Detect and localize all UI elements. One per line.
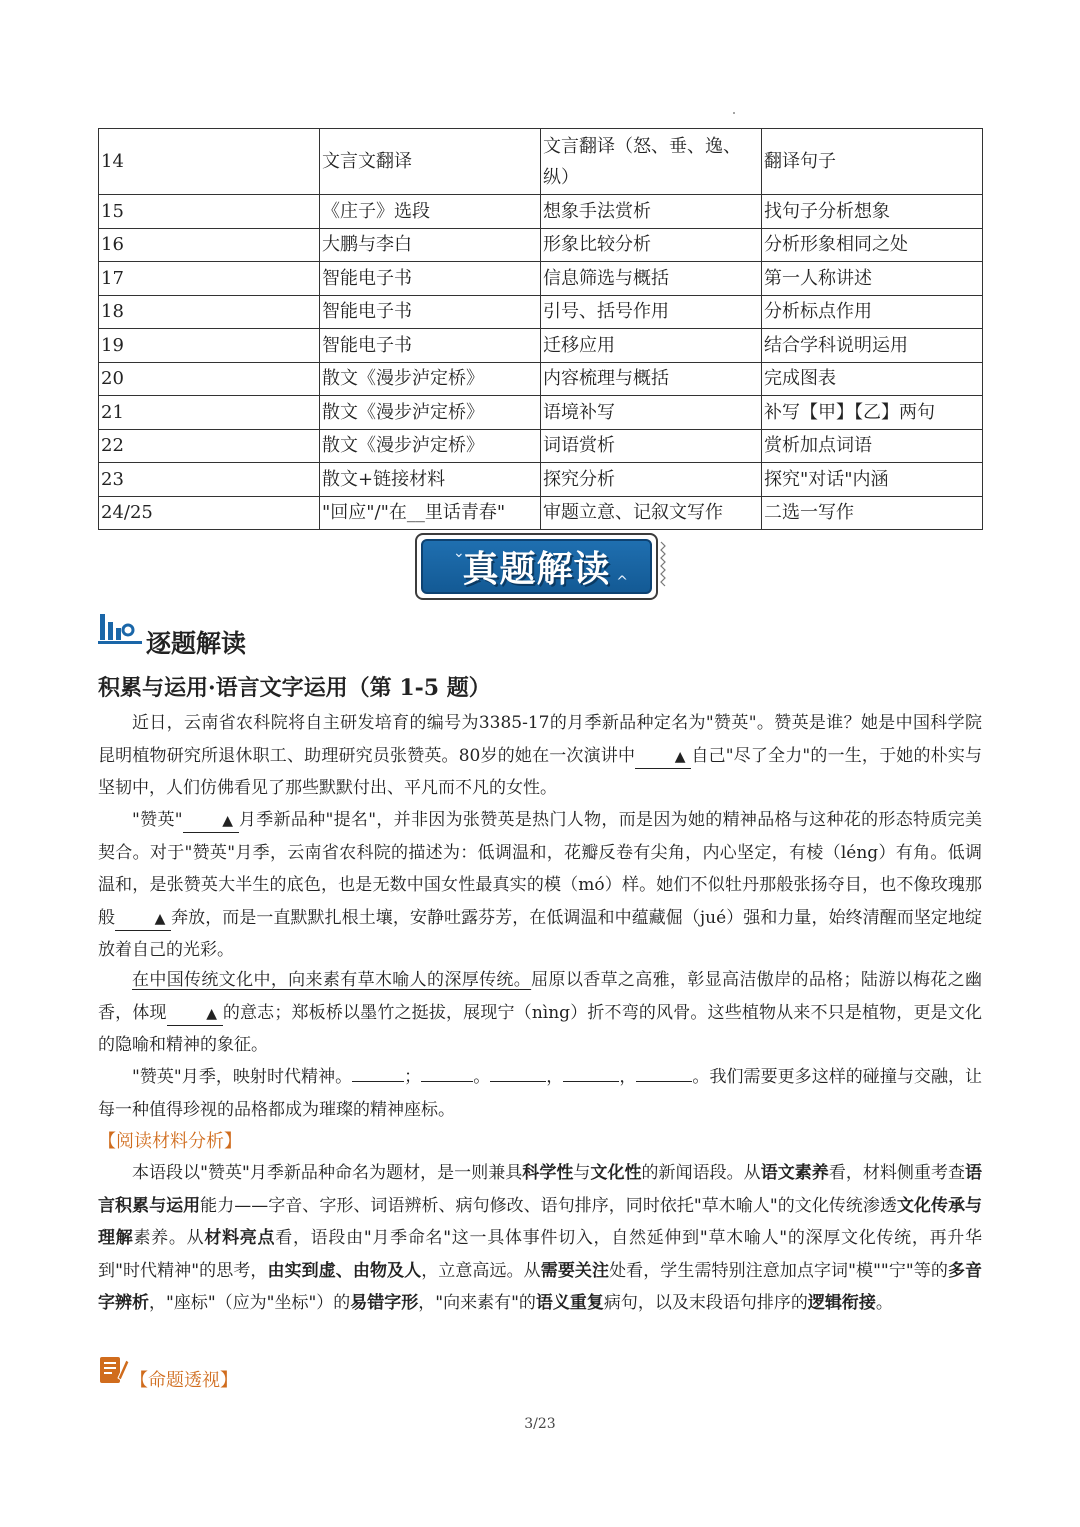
table-cell: 探究"对话"内涵 (762, 463, 983, 497)
table-cell: 形象比较分析 (541, 228, 762, 262)
table-cell: 信息筛选与概括 (541, 262, 762, 296)
passage-text: "赞英" (132, 810, 183, 830)
table-row (99, 195, 983, 229)
table-row (99, 496, 983, 530)
banner-chevron-icon: ⌄ (453, 545, 465, 561)
analysis-text: 处看，学生需特别注意加点字词"模""宁"等的 (609, 1260, 948, 1281)
analysis-bold: 由实到虚、由物及人 (267, 1260, 422, 1281)
passage-paragraph-1 (98, 707, 982, 805)
banner-wave-icon (658, 540, 668, 590)
section-heading: 积累与运用·语言文字运用（第 1-5 题） (98, 675, 491, 701)
table-row (99, 228, 983, 262)
punct: ， (546, 1067, 564, 1087)
analysis-text: 与 (573, 1163, 591, 1183)
passage-text: 奔放，而是一直默默扎根土壤，安静吐露芬芳，在低调温和中蕴藏倔（jué）强和力量，始终清醒而坚定地绽放着自己的光彩。 (98, 907, 983, 960)
table-cell: 19 (99, 329, 320, 363)
banner-title: 真题解读 (462, 549, 611, 590)
passage-text: 的意志；郑板桥以墨竹之挺拔，展现宁（nìng）折不弯的风骨。这些植物从来不只是植物，更是文化的隐喻和精神的象征。 (98, 1002, 983, 1055)
question-summary-table (98, 128, 983, 530)
analysis-text: 看，语段由"月季命名"这一具体事件切入，自然延伸到"草木喻人"的深厚文化传统，再升华到"时代精神"的思考， (98, 1228, 983, 1281)
analysis-bold: 语言积累与运用 (98, 1163, 983, 1216)
table-cell: 文言翻译（怒、垂、逸、纵） (541, 129, 762, 195)
bar-chart-icon (98, 608, 144, 646)
blank-marker: ▲ (222, 813, 233, 829)
blank-marker: ▲ (674, 748, 686, 765)
analysis-text: 的新闻语段。从 (641, 1163, 761, 1183)
table-cell: 21 (99, 396, 320, 430)
passage-text: 月季新品种"提名"，并非因为张赞英是热门人物，而是因为她的精神品格与这种花的形态特质完美契合。对于"赞英"月季，云南省农科院的描述为：低调温和，花瓣反卷有尖角，内心坚定，有棱（léng）有角。低调温和，是张赞英大半生的底色，也是无数中国女性最真实的模（mó）样。她们不似牡丹那般张扬夺目，也不像玫瑰那般 (98, 810, 982, 928)
analysis-bold: 文化传承与理解 (98, 1195, 983, 1248)
analysis-text: 病句，以及末段语句排序的 (603, 1293, 808, 1313)
blank-3 (115, 907, 171, 931)
blank-8 (563, 1081, 619, 1082)
blank-6 (421, 1081, 473, 1082)
analysis-bold: 语文素养 (760, 1163, 829, 1183)
analysis-text: ，立意高远。从 (421, 1260, 541, 1281)
notepad-pencil-icon (98, 1352, 130, 1386)
blank-1 (635, 745, 691, 769)
table-cell: 赏析加点词语 (762, 429, 983, 463)
banner-caret-icon: ^ (616, 574, 628, 590)
table-cell: 分析形象相同之处 (762, 228, 983, 262)
table-cell: 结合学科说明运用 (762, 329, 983, 363)
table-row (99, 295, 983, 329)
table-cell: 探究分析 (541, 463, 762, 497)
blank-4 (167, 1002, 223, 1026)
analysis-bold: 科学性 (522, 1163, 574, 1183)
table-cell: 补写【甲】【乙】两句 (762, 396, 983, 430)
table-cell: 散文《漫步泸定桥》 (320, 429, 541, 463)
passage-paragraph-4 (98, 1061, 982, 1126)
table-cell: 翻译句子 (762, 129, 983, 195)
table-cell: 14 (99, 129, 320, 195)
table-cell: 15 (99, 195, 320, 229)
mingti-label: 【命题透视】 (130, 1370, 238, 1391)
table-row (99, 463, 983, 497)
table-cell: 迁移应用 (541, 329, 762, 363)
punct: ， (619, 1067, 637, 1087)
table-row (99, 262, 983, 296)
table-cell: 大鹏与李白 (320, 228, 541, 262)
table-row (99, 429, 983, 463)
passage-paragraph-3 (98, 964, 982, 1062)
punct: 。 (692, 1067, 710, 1087)
table-cell: 文言文翻译 (320, 129, 541, 195)
section-title: 逐题解读 (146, 629, 247, 658)
analysis-bold: 文化性 (590, 1163, 642, 1183)
analysis-bold: 材料亮点 (204, 1228, 276, 1248)
table-cell: 分析标点作用 (762, 295, 983, 329)
passage-paragraph-2 (98, 804, 982, 967)
table-cell: 散文+链接材料 (320, 463, 541, 497)
table-row (99, 396, 983, 430)
table-cell: 《庄子》选段 (320, 195, 541, 229)
blank-9 (636, 1081, 692, 1082)
scan-dot (733, 112, 735, 114)
table-row (99, 329, 983, 363)
analysis-label: 【阅读材料分析】 (98, 1131, 242, 1152)
table-cell: 词语赏析 (541, 429, 762, 463)
blank-7 (490, 1081, 546, 1082)
underlined-sentence: 在中国传统文化中，向来素有草木喻人的深厚传统。 (132, 970, 532, 990)
table-cell: 智能电子书 (320, 329, 541, 363)
table-cell: 23 (99, 463, 320, 497)
blank-2 (183, 809, 239, 833)
analysis-text: ，"向来素有"的 (418, 1293, 536, 1313)
table-cell: 24/25 (99, 496, 320, 530)
table-cell: 找句子分析想象 (762, 195, 983, 229)
table-cell: 20 (99, 362, 320, 396)
analysis-bold: 多音字辨析 (98, 1260, 983, 1313)
table-cell: "回应"/"在__里话青春" (320, 496, 541, 530)
analysis-bold: 易错字形 (350, 1293, 419, 1313)
passage-text: 屈原以香草之高雅，彰显高洁傲岸的品格；陆游以梅花之幽香，体现 (98, 970, 983, 1023)
table-cell: 二选一写作 (762, 496, 983, 530)
table-cell: 22 (99, 429, 320, 463)
passage-text: 自己"尽了全力"的一生，于她的朴实与坚韧中，人们仿佛看见了那些默默付出、平凡而不凡的女性。 (98, 745, 982, 798)
passage-text: 我们需要更多这样的碰撞与交融，让每一种值得珍视的品格都成为璀璨的精神座标。 (98, 1067, 983, 1120)
table-cell: 智能电子书 (320, 262, 541, 296)
analysis-bold: 需要关注 (540, 1260, 610, 1281)
table-cell: 第一人称讲述 (762, 262, 983, 296)
blank-5 (352, 1081, 404, 1082)
table-row (99, 129, 983, 195)
table-cell: 17 (99, 262, 320, 296)
table-cell: 引号、括号作用 (541, 295, 762, 329)
blank-marker: ▲ (206, 1005, 218, 1022)
analysis-text: 本语段以"赞英"月季新品种命名为题材，是一则兼具 (132, 1163, 523, 1183)
table-cell: 审题立意、记叙文写作 (541, 496, 762, 530)
punct: ； (404, 1067, 422, 1087)
analysis-text: 。 (875, 1293, 893, 1313)
analysis-text: 看，材料侧重考查 (828, 1163, 966, 1183)
table-cell: 散文《漫步泸定桥》 (320, 396, 541, 430)
analysis-text: 素养。从 (133, 1228, 205, 1248)
analysis-text: 能力——字音、字形、词语辨析、病句修改、语句排序，同时依托"草木喻人"的文化传统渗透 (200, 1195, 897, 1216)
punct: 。 (473, 1067, 491, 1087)
blank-marker: ▲ (154, 910, 166, 927)
table-cell: 智能电子书 (320, 295, 541, 329)
passage-text: 近日，云南省农科院将自主研发培育的编号为3385-17的月季新品种定名为"赞英"。赞英是谁？她是中国科学院昆明植物研究所退休职工、助理研究员张赞英。80岁的她在一次演讲中 (98, 713, 982, 766)
passage-text: "赞英"月季，映射时代精神。 (132, 1067, 353, 1087)
analysis-paragraph (98, 1157, 982, 1320)
table-cell: 想象手法赏析 (541, 195, 762, 229)
table-cell: 散文《漫步泸定桥》 (320, 362, 541, 396)
table-cell: 内容梳理与概括 (541, 362, 762, 396)
table-cell: 完成图表 (762, 362, 983, 396)
table-cell: 16 (99, 228, 320, 262)
page-number: 3/23 (524, 1416, 556, 1432)
analysis-bold: 逻辑衔接 (807, 1293, 876, 1313)
table-cell: 18 (99, 295, 320, 329)
table-cell: 语境补写 (541, 396, 762, 430)
analysis-text: ，"座标"（应为"坐标"）的 (149, 1293, 351, 1313)
table-row (99, 362, 983, 396)
banner-zhenti-jiedu (415, 533, 658, 600)
analysis-bold: 语义重复 (535, 1293, 604, 1313)
